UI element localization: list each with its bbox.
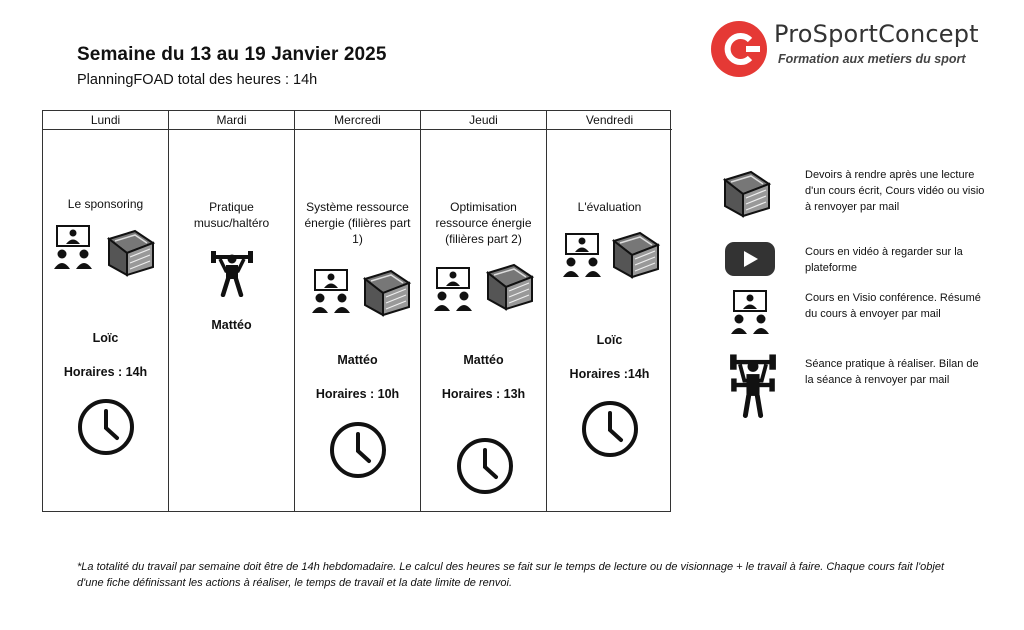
hours-label: Horaires :14h: [569, 367, 650, 381]
legend-text-visio: Cours en Visio conférence. Résumé du cours à envoyer par mail: [805, 292, 981, 320]
hours-label: Horaires : 14h: [63, 365, 148, 379]
clock-icon: [328, 420, 388, 480]
legend-text-video: Cours en vidéo à regarder sur la plateforme: [805, 246, 963, 274]
day-header: Vendredi: [547, 111, 672, 130]
day-column-mercredi: [295, 111, 421, 511]
legend-text-book: Devoirs à rendre après une lecture d'un cours écrit, Cours vidéo ou visio à renvoyer par mail: [805, 169, 985, 213]
book-icon: [610, 231, 662, 279]
course-title: Pratique musuc/haltéro: [193, 200, 270, 230]
visio-icon: [52, 224, 94, 270]
clock-icon: [76, 397, 136, 457]
course-title: L'évaluation: [577, 200, 642, 214]
page-subtitle: PlanningFOAD total des heures : 14h: [77, 72, 318, 88]
visio-icon: [432, 266, 474, 312]
day-header: Mercredi: [295, 111, 420, 130]
logo-icon: [708, 18, 770, 80]
teacher-name: Mattéo: [337, 353, 378, 367]
footnote: *La totalité du travail par semaine doit être de 14h hebdomadaire. Le calcul des heures se fait sur le temps de lecture ou de visionnage + le travail à faire. Chaque cours fait l'objet d'une fiche définissant les actions à réaliser, le temps de travail et la date limite de renvoi.: [77, 561, 945, 589]
day-column-vendredi: [547, 111, 672, 511]
hours-label: Horaires : 10h: [315, 387, 400, 401]
page-title: Semaine du 13 au 19 Janvier 2025: [77, 44, 387, 65]
clock-icon: [455, 436, 515, 496]
day-header: Lundi: [43, 111, 168, 130]
teacher-name: Mattéo: [211, 318, 252, 332]
schedule-table: [42, 110, 671, 512]
book-icon: [484, 263, 536, 311]
day-column-jeudi: [421, 111, 547, 511]
logo: [708, 16, 1018, 80]
course-title: Le sponsoring: [67, 197, 144, 211]
course-title: Optimisation ressource énergie (filières part 2): [435, 200, 532, 246]
clock-icon: [580, 399, 640, 459]
visio-icon: [561, 232, 603, 278]
video-play-icon: [725, 242, 775, 276]
day-column-mardi: [169, 111, 295, 511]
legend-visio-icon: [729, 289, 771, 335]
day-header: Mardi: [169, 111, 294, 130]
teacher-name: Mattéo: [463, 353, 504, 367]
book-icon: [105, 229, 157, 277]
course-title: Système ressource énergie (filières part 1): [304, 200, 411, 246]
teacher-name: Loïc: [92, 331, 119, 345]
book-icon: [361, 269, 413, 317]
day-column-lundi: [43, 111, 169, 511]
legend-book-icon: [721, 170, 773, 218]
logo-tagline: Formation aux metiers du sport: [778, 52, 966, 66]
legend-weightlifter-icon: [729, 352, 777, 418]
logo-brand: ProSportConcept: [774, 20, 979, 48]
teacher-name: Loïc: [596, 333, 623, 347]
legend-text-weightlifter: Séance pratique à réaliser. Bilan de la séance à renvoyer par mail: [805, 358, 979, 386]
visio-icon: [310, 268, 352, 314]
weightlifter-icon: [210, 247, 254, 297]
day-header: Jeudi: [421, 111, 546, 130]
hours-label: Horaires : 13h: [441, 387, 526, 401]
